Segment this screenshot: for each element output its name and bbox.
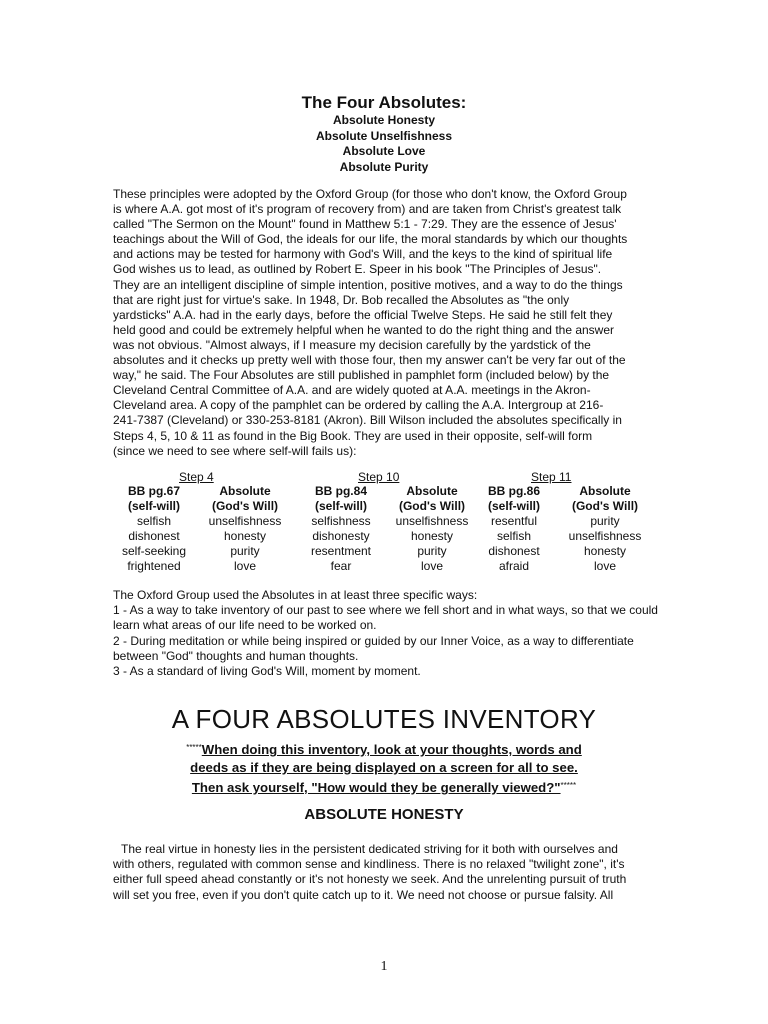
- table-header-row: [295, 499, 477, 514]
- instruction-line: deeds as if they are being displayed on a screen for all to see.: [190, 760, 578, 775]
- absolutes-list: [0, 113, 768, 175]
- intro-line: way," he said. The Four Absolutes are still published in pamphlet form (included below) by the: [113, 368, 610, 383]
- intro-line: Cleveland Central Committee of A.A. and are widely quoted at A.A. meetings in the Akron-: [113, 383, 591, 398]
- intro-line: (since we need to see where self-will fails us):: [113, 443, 357, 458]
- table-header-row: [468, 484, 650, 499]
- table-cell: love: [233, 559, 256, 573]
- inventory-title: A FOUR ABSOLUTES INVENTORY: [171, 704, 597, 734]
- table-row: [295, 559, 477, 574]
- intro-line: God wishes us to lead, as outlined by Robert E. Speer in his book "The Principles of Jesus".: [113, 262, 602, 277]
- intro-line: Steps 4, 5, 10 & 11 as found in the Big Book. They are used in their opposite, self-will form: [113, 428, 593, 443]
- stars-decoration: *****: [186, 743, 202, 752]
- table-cell: love: [593, 559, 616, 573]
- intro-line: held good and could be extremely helpful when he wanted to do the right thing and the answer: [113, 322, 615, 337]
- table-cell: honesty: [410, 529, 454, 543]
- table-cell: honesty: [223, 529, 267, 543]
- intro-line: was not obvious. "Almost always, if I measure my decision carefully by the yardstick of the: [113, 337, 591, 352]
- table-row: [468, 529, 650, 544]
- honesty-line: with others, regulated with common sense and kindliness. There is no relaxed "twilight zone", it's: [113, 857, 625, 872]
- table-header-row: [108, 484, 290, 499]
- table-cell: selfish: [136, 514, 171, 528]
- table-cell: selfishness: [311, 514, 371, 528]
- step-table: [295, 484, 477, 574]
- table-header-row: [108, 499, 290, 514]
- table-cell: selfish: [496, 529, 531, 543]
- column-header: (self-will): [487, 499, 540, 513]
- table-cell: honesty: [583, 544, 627, 558]
- column-header: Absolute: [406, 484, 458, 498]
- honesty-line: The real virtue in honesty lies in the persistent dedicated striving for it both with ourselves and: [121, 842, 618, 856]
- intro-line: and actions may be tested for harmony with God's Will, and the keys to the kind of spiritual life: [113, 247, 613, 262]
- table-cell: dishonest: [488, 544, 540, 558]
- ways-intro: The Oxford Group used the Absolutes in at least three specific ways:: [113, 588, 478, 602]
- absolute-item: Absolute Purity: [339, 159, 429, 174]
- column-header: (self-will): [314, 499, 367, 513]
- column-header: (God's Will): [398, 499, 466, 513]
- column-header: BB pg.84: [314, 484, 367, 498]
- table-row: [295, 529, 477, 544]
- step-label: Step 11: [531, 470, 572, 484]
- table-row: [295, 544, 477, 559]
- table-header-row: [468, 499, 650, 514]
- intro-line: teachings about the Will of God, the ideals for our life, the moral standards by which our thoughts: [113, 232, 628, 247]
- table-cell: fear: [330, 559, 352, 573]
- table-row: [108, 544, 290, 559]
- column-header: BB pg.86: [487, 484, 540, 498]
- way-item: 2 - During meditation or while being inspired or guided by our Inner Voice, as a way to differentiate between "God" thoughts and human thoughts.: [113, 633, 634, 663]
- section-heading-honesty: ABSOLUTE HONESTY: [304, 806, 464, 823]
- table-cell: resentment: [310, 544, 372, 558]
- intro-line: They are an intelligent discipline of simple intention, positive motives, and a way to do the things: [113, 277, 623, 292]
- column-header: Absolute: [219, 484, 271, 498]
- intro-line: that are right just for virtue's sake. In 1948, Dr. Bob recalled the Absolutes as "the only: [113, 292, 570, 307]
- honesty-line: will set you free, even if you don't quite catch up to it. We need not choose or pursue falsity. All: [113, 887, 614, 902]
- table-cell: unselfishness: [395, 514, 469, 528]
- column-header: (God's Will): [571, 499, 639, 513]
- column-header: BB pg.67: [127, 484, 180, 498]
- column-header: (God's Will): [211, 499, 279, 513]
- absolute-item: Absolute Honesty: [332, 113, 435, 127]
- absolute-item: Absolute Love: [342, 144, 426, 158]
- table-header-row: [295, 484, 477, 499]
- table-cell: dishonest: [128, 529, 180, 543]
- inventory-instructions: [0, 739, 768, 797]
- step-label: Step 10: [358, 470, 400, 484]
- table-cell: self-seeking: [121, 544, 187, 558]
- stars-decoration: *****: [560, 781, 577, 790]
- table-row: [108, 559, 290, 574]
- intro-line: Cleveland area. A copy of the pamphlet can be ordered by calling the A.A. Intergroup at 216-: [113, 398, 604, 413]
- instruction-line: Then ask yourself, "How would they be generally viewed?": [191, 780, 561, 795]
- absolute-item: Absolute Unselfishness: [315, 128, 453, 143]
- table-cell: afraid: [498, 559, 530, 573]
- column-header: Absolute: [579, 484, 631, 498]
- table-row: [468, 514, 650, 529]
- table-cell: dishonesty: [312, 529, 370, 543]
- column-header: (self-will): [127, 499, 180, 513]
- table-cell: resentful: [490, 514, 538, 528]
- table-row: [468, 559, 650, 574]
- intro-line: absolutes and it checks up pretty well with those four, then my answer can't be very far out of the: [113, 353, 626, 368]
- honesty-paragraph: [113, 842, 661, 903]
- intro-line: called "The Sermon on the Mount" found in Matthew 5:1 - 7:29. They are the essence of Jesus': [113, 217, 617, 232]
- table-cell: unselfishness: [208, 514, 282, 528]
- table-cell: frightened: [127, 559, 181, 573]
- table-row: [108, 529, 290, 544]
- way-item: 3 - As a standard of living God's Will, moment by moment.: [113, 664, 421, 679]
- page-title: The Four Absolutes:: [301, 93, 467, 112]
- intro-paragraph: [113, 187, 653, 459]
- intro-line: These principles were adopted by the Oxford Group (for those who don't know, the Oxford Group: [113, 187, 627, 201]
- intro-line: is where A.A. got most of it's program of recovery from) and are taken from Christ's greatest talk: [113, 202, 622, 217]
- step-table: [108, 484, 290, 574]
- step-label: Step 4: [179, 470, 214, 484]
- table-cell: purity: [590, 514, 620, 528]
- step-table: [468, 484, 650, 574]
- intro-line: yardsticks" A.A. had in the early days, before the official Twelve Steps. He said he still felt they: [113, 307, 613, 322]
- table-cell: purity: [417, 544, 447, 558]
- table-row: [295, 514, 477, 529]
- table-cell: purity: [230, 544, 260, 558]
- page-number: 1: [380, 959, 388, 974]
- table-cell: love: [420, 559, 443, 573]
- table-cell: unselfishness: [568, 529, 642, 543]
- table-row: [468, 544, 650, 559]
- way-item: 1 - As a way to take inventory of our past to see where we fell short and in what ways, so that we could learn what areas of our life need to be worked on.: [113, 603, 658, 633]
- intro-line: 241-7387 (Cleveland) or 330-253-8181 (Akron). Bill Wilson included the absolutes specifically in: [113, 413, 622, 428]
- oxford-ways-list: [113, 588, 658, 679]
- instruction-line: When doing this inventory, look at your thoughts, words and: [201, 742, 582, 757]
- table-row: [108, 514, 290, 529]
- honesty-line: either full speed ahead constantly or it's not honesty we seek. And the unrelenting pursuit of truth: [113, 872, 627, 887]
